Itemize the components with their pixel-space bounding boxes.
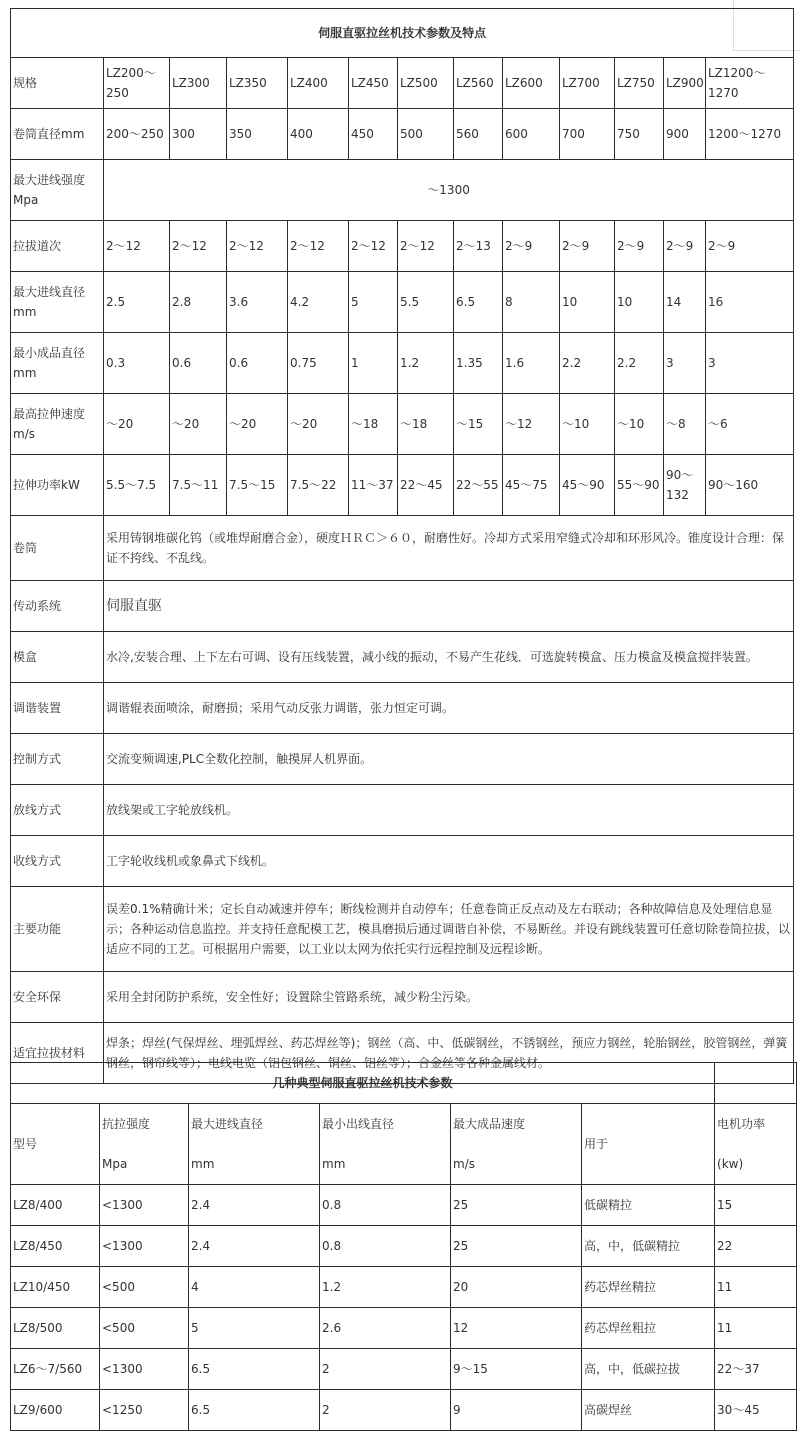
value-cell: 2～9 [706, 221, 794, 272]
typical-cell: 22 [715, 1226, 797, 1267]
unit-cell: Mpa [100, 1144, 189, 1185]
typical-row [11, 1349, 797, 1390]
typical-table-title: 几种典型伺服直驱拉丝机技术参数 [11, 1063, 715, 1104]
value-cell: 22～45 [398, 455, 454, 516]
value-cell: 1.6 [503, 333, 560, 394]
typical-cell: 高碳焊丝 [582, 1390, 715, 1431]
value-cell: 2.8 [170, 272, 227, 333]
value-cell: 600 [503, 109, 560, 160]
row-label: 最大进线直径mm [11, 272, 104, 333]
spec-row [11, 160, 794, 221]
value-cell: 22～55 [454, 455, 503, 516]
typical-cell: 25 [451, 1185, 582, 1226]
spec-row-models [11, 58, 794, 109]
typical-cell: 2.4 [189, 1226, 320, 1267]
typical-cell: <500 [100, 1308, 189, 1349]
value-cell: 6.5 [454, 272, 503, 333]
typical-cell: 2.6 [320, 1308, 451, 1349]
typical-cell: 2.4 [189, 1185, 320, 1226]
value-cell: 2～12 [288, 221, 349, 272]
model-cell: LZ1200～1270 [706, 58, 794, 109]
value-cell: ～20 [170, 394, 227, 455]
row-label: 最小成品直径mm [11, 333, 104, 394]
value-cell: 1.2 [398, 333, 454, 394]
value-cell: 10 [560, 272, 615, 333]
feature-row [11, 632, 794, 683]
model-cell: LZ450 [349, 58, 398, 109]
value-cell: ～8 [664, 394, 706, 455]
value-cell: ～18 [398, 394, 454, 455]
typical-cell: LZ8/500 [11, 1308, 100, 1349]
unit-cell: mm [189, 1144, 320, 1185]
value-cell: 7.5～11 [170, 455, 227, 516]
feature-label: 主要功能 [11, 887, 104, 972]
value-cell: 750 [615, 109, 664, 160]
value-cell: 3 [664, 333, 706, 394]
spec-table [10, 8, 794, 1084]
feature-label: 收线方式 [11, 836, 104, 887]
value-cell: 2～12 [227, 221, 288, 272]
feature-text: 调谐辊表面喷涂，耐磨损；采用气动反张力调谐，张力恒定可调。 [104, 683, 794, 734]
row-label: 最大进线强度Mpa [11, 160, 104, 221]
spec-table-title: 伺服直驱拉丝机技术参数及特点 [11, 9, 794, 58]
typical-cell: 1.2 [320, 1267, 451, 1308]
typical-cell: 0.8 [320, 1226, 451, 1267]
typical-cell: <1300 [100, 1185, 189, 1226]
typical-cell: <1300 [100, 1226, 189, 1267]
spec-row [11, 221, 794, 272]
feature-label: 模盒 [11, 632, 104, 683]
typical-cell: 25 [451, 1226, 582, 1267]
typical-cell: 高，中，低碳精拉 [582, 1226, 715, 1267]
typical-header-row [11, 1104, 797, 1145]
value-cell: 2～9 [664, 221, 706, 272]
model-cell: LZ400 [288, 58, 349, 109]
value-cell: 2～12 [398, 221, 454, 272]
value-cell: 2～9 [615, 221, 664, 272]
unit-cell: m/s [451, 1144, 582, 1185]
spec-row [11, 109, 794, 160]
feature-label: 适宜拉拔材料 [11, 1023, 104, 1084]
value-cell: 0.3 [104, 333, 170, 394]
feature-text: 交流变频调速,PLC全数化控制，触摸屏人机界面。 [104, 734, 794, 785]
value-cell: 500 [398, 109, 454, 160]
feature-text: 误差0.1%精确计米；定长自动减速并停车；断线检测并自动停车；任意卷筒正反点动及左右联动；各种故障信息及处理信息显示；各种运动信息监控。并支持任意配模工艺，模具磨损后通过调谐自补偿，不易断丝。并设有跳线装置可任意切除卷筒拉拔，以适应不同的工艺。可根据用户需要，以工业以太网为依托实行远程控制及远程诊断。 [104, 887, 794, 972]
value-cell: 3.6 [227, 272, 288, 333]
typical-cell: <1300 [100, 1349, 189, 1390]
value-cell: 300 [170, 109, 227, 160]
feature-label: 控制方式 [11, 734, 104, 785]
value-cell: 55～90 [615, 455, 664, 516]
header-cell: 最小出线直径 [320, 1104, 451, 1145]
row-label: 卷筒直径mm [11, 109, 104, 160]
value-cell: 5.5 [398, 272, 454, 333]
feature-row [11, 887, 794, 972]
typical-cell: 5 [189, 1308, 320, 1349]
model-cell: LZ750 [615, 58, 664, 109]
model-cell: LZ600 [503, 58, 560, 109]
feature-label: 传动系统 [11, 581, 104, 632]
header-cell: 最大进线直径 [189, 1104, 320, 1145]
feature-row [11, 972, 794, 1023]
value-cell: 2～9 [503, 221, 560, 272]
typical-row [11, 1390, 797, 1431]
feature-text: 采用铸钢堆碳化钨（或堆焊耐磨合金），硬度ＨＲＣ＞６０，耐磨性好。冷却方式采用窄缝式冷却和环形风冷。锥度设计合理：保证不挎线、不乱线。 [104, 516, 794, 581]
value-cell: 90～160 [706, 455, 794, 516]
value-cell: 0.75 [288, 333, 349, 394]
value-cell: ～20 [288, 394, 349, 455]
typical-cell: 30～45 [715, 1390, 797, 1431]
value-cell: ～6 [706, 394, 794, 455]
typical-cell: <500 [100, 1267, 189, 1308]
typical-table-title-blank [715, 1063, 797, 1104]
typical-cell: 11 [715, 1308, 797, 1349]
value-cell: 10 [615, 272, 664, 333]
feature-text: 采用全封闭防护系统，安全性好；设置除尘管路系统，减少粉尘污染。 [104, 972, 794, 1023]
value-cell: ～10 [615, 394, 664, 455]
feature-row [11, 581, 794, 632]
feature-text: 工字轮收线机或象鼻式下线机。 [104, 836, 794, 887]
header-cell: 用于 [582, 1104, 715, 1185]
value-cell: 0.6 [227, 333, 288, 394]
value-cell: 45～90 [560, 455, 615, 516]
value-cell: 8 [503, 272, 560, 333]
value-cell: 3 [706, 333, 794, 394]
value-cell: 2～12 [104, 221, 170, 272]
typical-cell: 4 [189, 1267, 320, 1308]
feature-row [11, 836, 794, 887]
feature-row [11, 785, 794, 836]
spec-row [11, 333, 794, 394]
value-cell: 2.2 [560, 333, 615, 394]
value-cell: 11～37 [349, 455, 398, 516]
typical-cell: 12 [451, 1308, 582, 1349]
feature-row [11, 734, 794, 785]
typical-cell: 低碳精拉 [582, 1185, 715, 1226]
value-cell: 5.5～7.5 [104, 455, 170, 516]
value-cell: ～20 [227, 394, 288, 455]
typical-cell: 9～15 [451, 1349, 582, 1390]
model-cell: LZ350 [227, 58, 288, 109]
value-cell: 7.5～15 [227, 455, 288, 516]
typical-cell: LZ8/400 [11, 1185, 100, 1226]
value-cell: 2.5 [104, 272, 170, 333]
value-cell: ～12 [503, 394, 560, 455]
typical-cell: 11 [715, 1267, 797, 1308]
feature-row [11, 516, 794, 581]
value-cell: 2～12 [349, 221, 398, 272]
typical-cell: 2 [320, 1390, 451, 1431]
typical-row [11, 1226, 797, 1267]
typical-cell: <1250 [100, 1390, 189, 1431]
feature-label: 卷筒 [11, 516, 104, 581]
feature-text: 伺服直驱 [104, 581, 794, 632]
feature-row [11, 683, 794, 734]
value-cell: ～1300 [104, 160, 794, 221]
value-cell: 560 [454, 109, 503, 160]
header-cell: 抗拉强度 [100, 1104, 189, 1145]
unit-cell: (kw) [715, 1144, 797, 1185]
typical-cell: 6.5 [189, 1390, 320, 1431]
model-cell: LZ200～250 [104, 58, 170, 109]
value-cell: 700 [560, 109, 615, 160]
unit-cell: mm [320, 1144, 451, 1185]
header-cell: 型号 [11, 1104, 100, 1185]
row-label: 拉伸功率kW [11, 455, 104, 516]
value-cell: 900 [664, 109, 706, 160]
typical-cell: LZ9/600 [11, 1390, 100, 1431]
typical-cell: LZ8/450 [11, 1226, 100, 1267]
value-cell: 1 [349, 333, 398, 394]
typical-cell: 6.5 [189, 1349, 320, 1390]
model-cell: LZ300 [170, 58, 227, 109]
feature-label: 安全环保 [11, 972, 104, 1023]
value-cell: 1200～1270 [706, 109, 794, 160]
value-cell: 16 [706, 272, 794, 333]
value-cell: ～15 [454, 394, 503, 455]
value-cell: 90～132 [664, 455, 706, 516]
model-cell: LZ700 [560, 58, 615, 109]
feature-text: 放线架或工字轮放线机。 [104, 785, 794, 836]
typical-cell: 20 [451, 1267, 582, 1308]
feature-text: 焊条；焊丝(气保焊丝、埋弧焊丝、药芯焊丝等)；钢丝（高、中、低碳钢丝，不锈钢丝，预应力钢丝，轮胎钢丝，胶管钢丝，弹簧钢丝，钢帘线等）；电线电览（铝包钢丝、铜丝、铝丝等）；合金丝等各种金属线材。 [104, 1023, 794, 1084]
feature-label: 调谐装置 [11, 683, 104, 734]
typical-cell: 2 [320, 1349, 451, 1390]
typical-row [11, 1185, 797, 1226]
typical-row [11, 1308, 797, 1349]
value-cell: 7.5～22 [288, 455, 349, 516]
header-cell: 电机功率 [715, 1104, 797, 1145]
value-cell: 45～75 [503, 455, 560, 516]
value-cell: 200～250 [104, 109, 170, 160]
spec-row [11, 272, 794, 333]
value-cell: 1.35 [454, 333, 503, 394]
typical-cell: 高，中，低碳拉拔 [582, 1349, 715, 1390]
feature-label: 放线方式 [11, 785, 104, 836]
value-cell: 2～12 [170, 221, 227, 272]
typical-cell: 15 [715, 1185, 797, 1226]
typical-models-table [10, 1062, 797, 1431]
value-cell: 0.6 [170, 333, 227, 394]
value-cell: 14 [664, 272, 706, 333]
typical-cell: LZ10/450 [11, 1267, 100, 1308]
row-label: 规格 [11, 58, 104, 109]
value-cell: 2.2 [615, 333, 664, 394]
header-cell: 最大成品速度 [451, 1104, 582, 1145]
row-label: 最高拉伸速度m/s [11, 394, 104, 455]
spec-row [11, 455, 794, 516]
typical-cell: 药芯焊丝粗拉 [582, 1308, 715, 1349]
value-cell: ～10 [560, 394, 615, 455]
typical-cell: 22～37 [715, 1349, 797, 1390]
value-cell: 5 [349, 272, 398, 333]
value-cell: 450 [349, 109, 398, 160]
model-cell: LZ900 [664, 58, 706, 109]
typical-cell: 0.8 [320, 1185, 451, 1226]
typical-cell: 药芯焊丝精拉 [582, 1267, 715, 1308]
model-cell: LZ560 [454, 58, 503, 109]
value-cell: 2～9 [560, 221, 615, 272]
typical-cell: 9 [451, 1390, 582, 1431]
value-cell: ～18 [349, 394, 398, 455]
value-cell: ～20 [104, 394, 170, 455]
row-label: 拉拔道次 [11, 221, 104, 272]
value-cell: 4.2 [288, 272, 349, 333]
value-cell: 350 [227, 109, 288, 160]
value-cell: 2～13 [454, 221, 503, 272]
typical-cell: LZ6～7/560 [11, 1349, 100, 1390]
feature-text: 水冷,安装合理、上下左右可调、设有压线装置，减小线的振动，不易产生花线．可选旋转模盒、压力模盒及模盒搅拌装置。 [104, 632, 794, 683]
model-cell: LZ500 [398, 58, 454, 109]
spec-row [11, 394, 794, 455]
value-cell: 400 [288, 109, 349, 160]
typical-row [11, 1267, 797, 1308]
